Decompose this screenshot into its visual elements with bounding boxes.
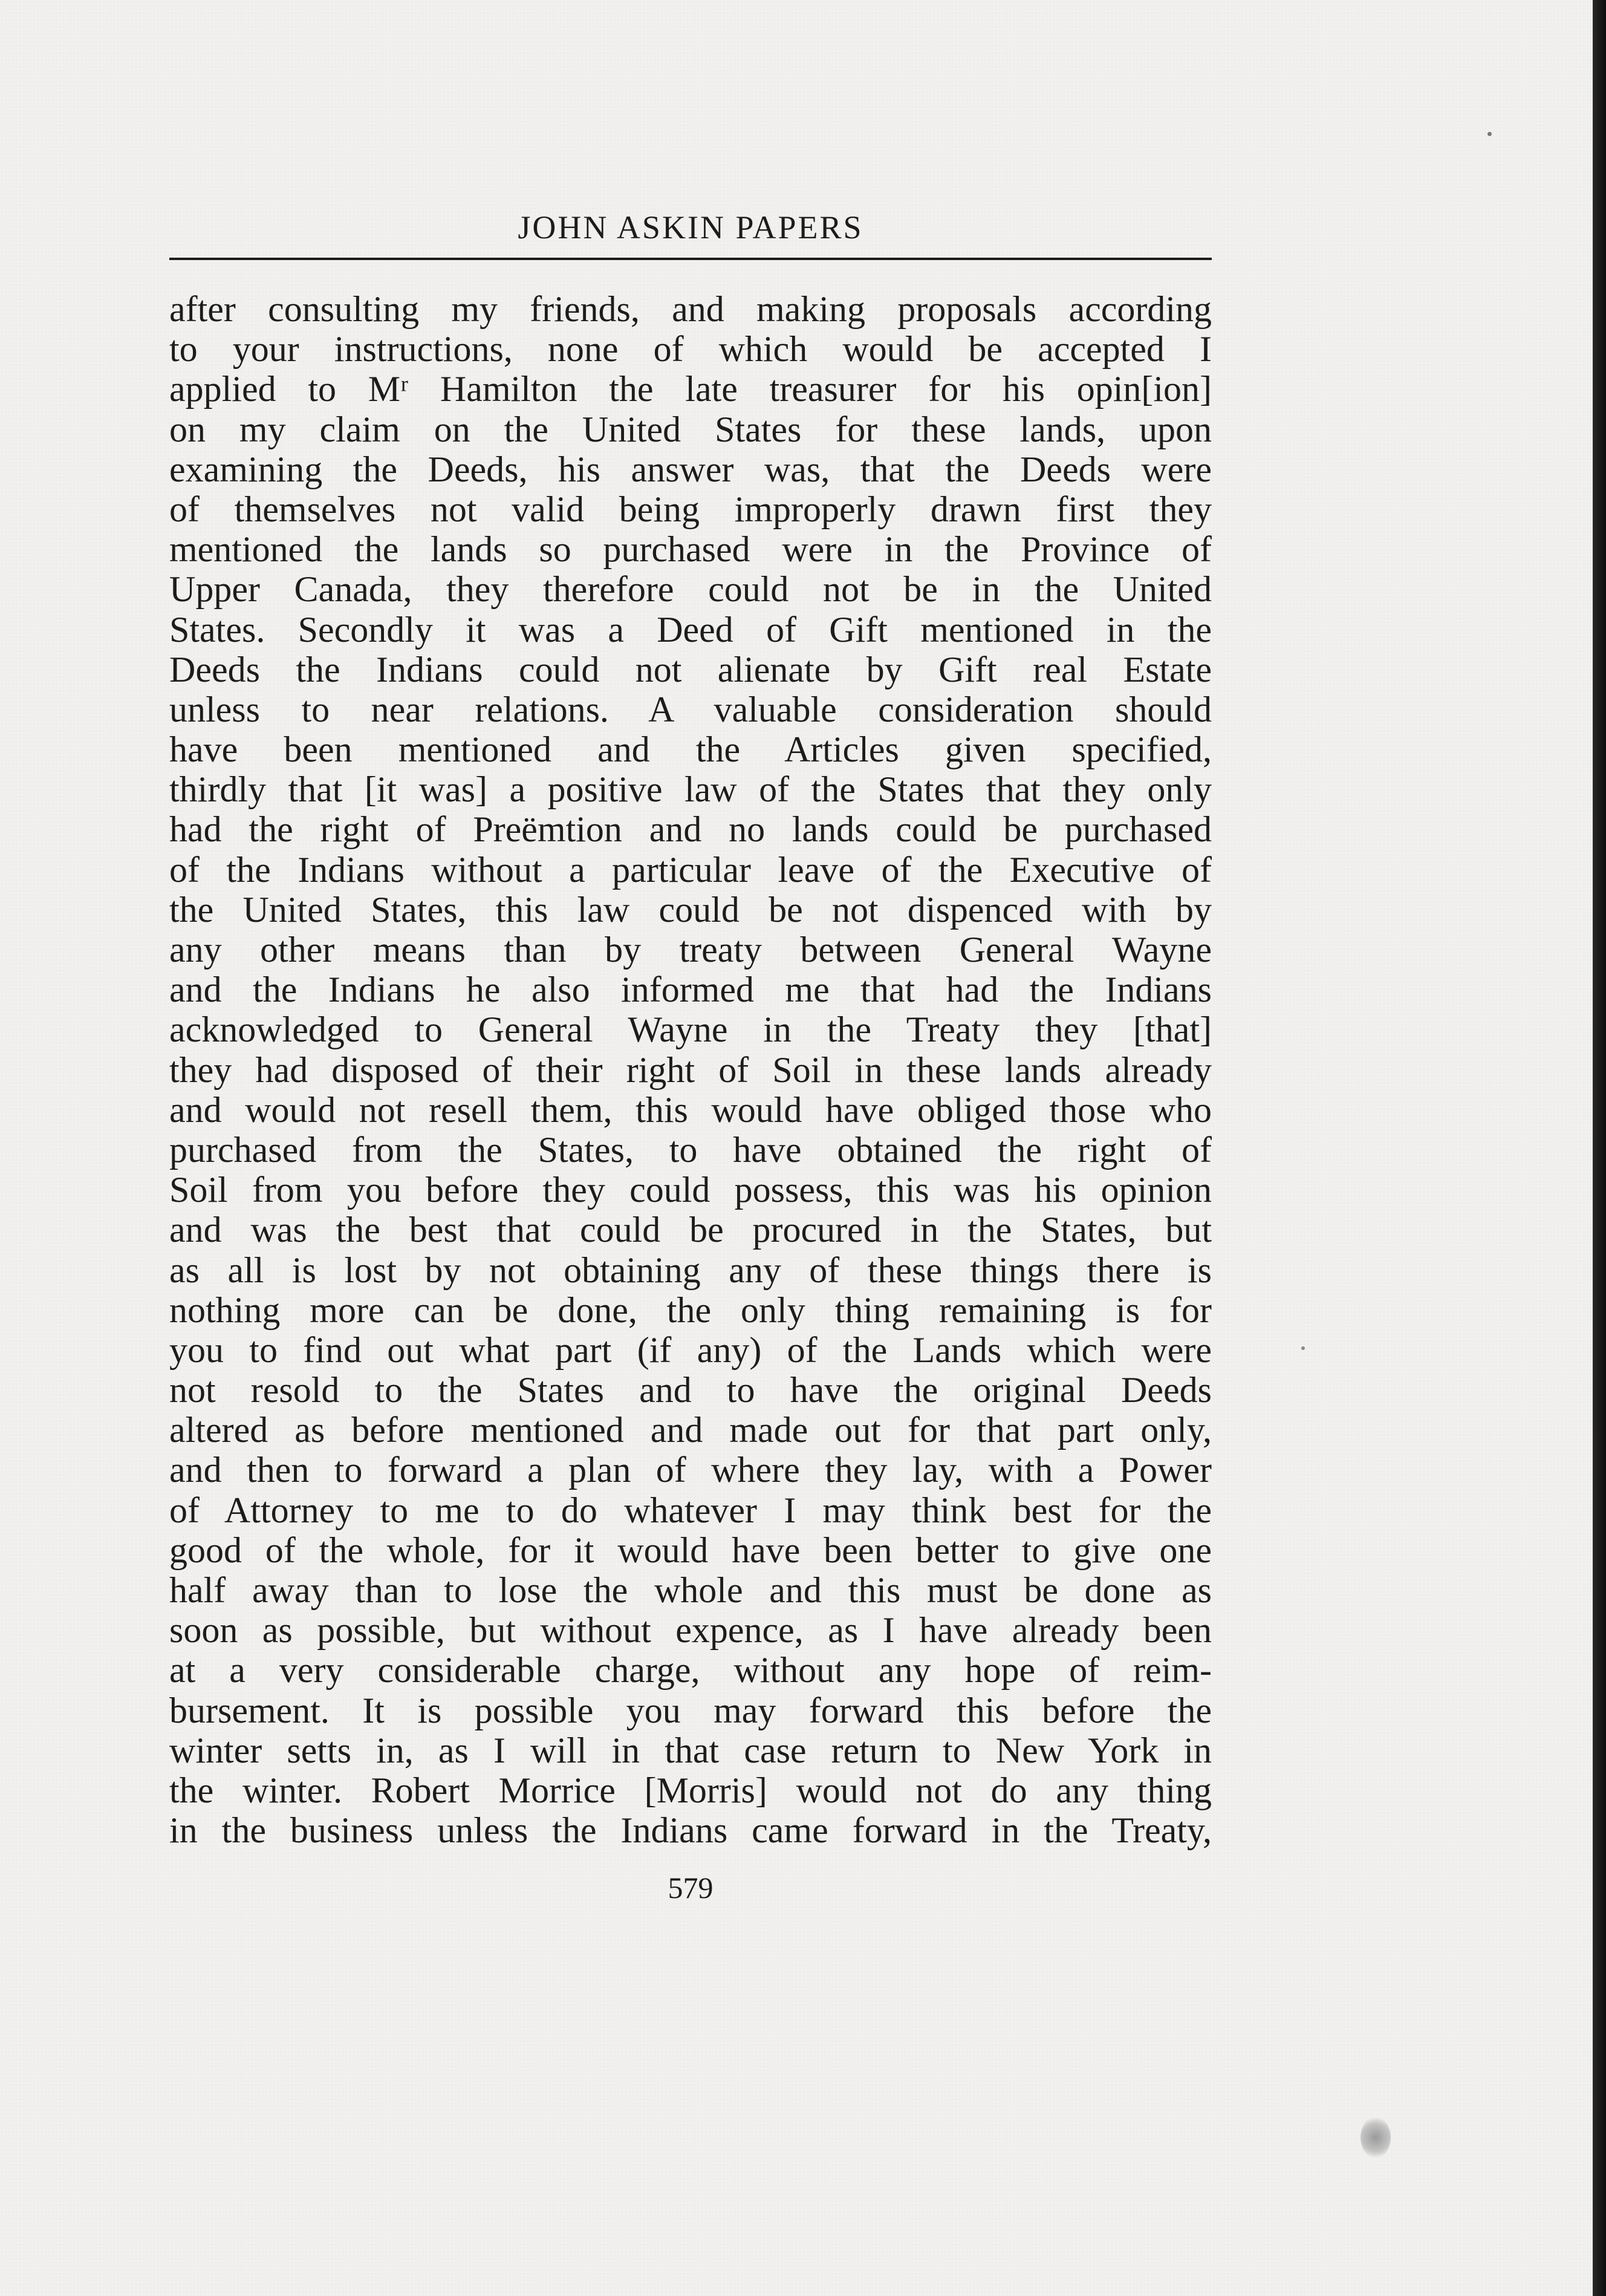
text-line: altered as before mentioned and made out for that part only,: [169, 1410, 1212, 1450]
text-line: had the right of Preëmtion and no lands could be purchased: [169, 809, 1212, 850]
body-text: [169, 289, 1212, 1850]
text-line: thirdly that [it was] a positive law of the States that they only: [169, 769, 1212, 810]
header-rule: [169, 258, 1212, 260]
text-line: the winter. Robert Morrice [Morris] would not do any thing: [169, 1770, 1212, 1810]
text-line: at a very considerable charge, without any hope of reim-: [169, 1650, 1212, 1691]
text-line: Upper Canada, they therefore could not be in the United: [169, 569, 1212, 610]
text-line: and was the best that could be procured in the States, but: [169, 1210, 1212, 1250]
page-edge-shadow: [1593, 0, 1606, 2296]
paper-speck: [1301, 1346, 1305, 1350]
text-line: have been mentioned and the Articles given specified,: [169, 729, 1212, 770]
text-line: the United States, this law could be not dispenced with by: [169, 889, 1212, 930]
text-line: winter setts in, as I will in that case return to New York in: [169, 1730, 1212, 1770]
text-line: any other means than by treaty between General Wayne: [169, 930, 1212, 970]
text-line: soon as possible, but without expence, as I have already been: [169, 1610, 1212, 1651]
text-line: purchased from the States, to have obtained the right of: [169, 1129, 1212, 1170]
paper-smudge: [1361, 2117, 1391, 2158]
text-line: Soil from you before they could possess, this was his opinion: [169, 1170, 1212, 1210]
text-line: of the Indians without a particular leave of the Executive of: [169, 849, 1212, 890]
page-number: 579: [668, 1871, 714, 1905]
text-line: nothing more can be done, the only thing remaining is for: [169, 1290, 1212, 1330]
text-line: and the Indians he also informed me that had the Indians: [169, 970, 1212, 1010]
text-line: they had disposed of their right of Soil in these lands already: [169, 1049, 1212, 1090]
text-line: in the business unless the Indians came forward in the Treaty,: [169, 1810, 1212, 1851]
text-line: and would not resell them, this would have obliged those who: [169, 1089, 1212, 1130]
text-line: mentioned the lands so purchased were in the Province of: [169, 529, 1212, 570]
text-line: of Attorney to me to do whatever I may think best for the: [169, 1490, 1212, 1530]
paper-speck: [1487, 132, 1492, 136]
text-line: of themselves not valid being improperly drawn first they: [169, 489, 1212, 529]
text-line: to your instructions, none of which would be accepted I: [169, 329, 1212, 370]
running-title: JOHN ASKIN PAPERS: [518, 209, 863, 246]
text-line: bursement. It is possible you may forward this before the: [169, 1690, 1212, 1730]
text-line: on my claim on the United States for these lands, upon: [169, 409, 1212, 449]
text-line: applied to Mʳ Hamilton the late treasurer for his opin[ion]: [169, 369, 1212, 409]
text-line: after consulting my friends, and making proposals according: [169, 289, 1212, 329]
text-line: not resold to the States and to have the original Deeds: [169, 1370, 1212, 1411]
text-line: and then to forward a plan of where they lay, with a Power: [169, 1450, 1212, 1490]
text-line: States. Secondly it was a Deed of Gift mentioned in the: [169, 609, 1212, 650]
text-line: examining the Deeds, his answer was, that the Deeds were: [169, 449, 1212, 489]
text-line: as all is lost by not obtaining any of these things there is: [169, 1250, 1212, 1290]
text-line: half away than to lose the whole and this must be done as: [169, 1570, 1212, 1610]
text-line: good of the whole, for it would have been better to give one: [169, 1530, 1212, 1570]
text-line: Deeds the Indians could not alienate by Gift real Estate: [169, 649, 1212, 690]
text-line: you to find out what part (if any) of the Lands which were: [169, 1329, 1212, 1370]
text-line: acknowledged to General Wayne in the Treaty they [that]: [169, 1009, 1212, 1050]
text-line: unless to near relations. A valuable consideration should: [169, 689, 1212, 729]
